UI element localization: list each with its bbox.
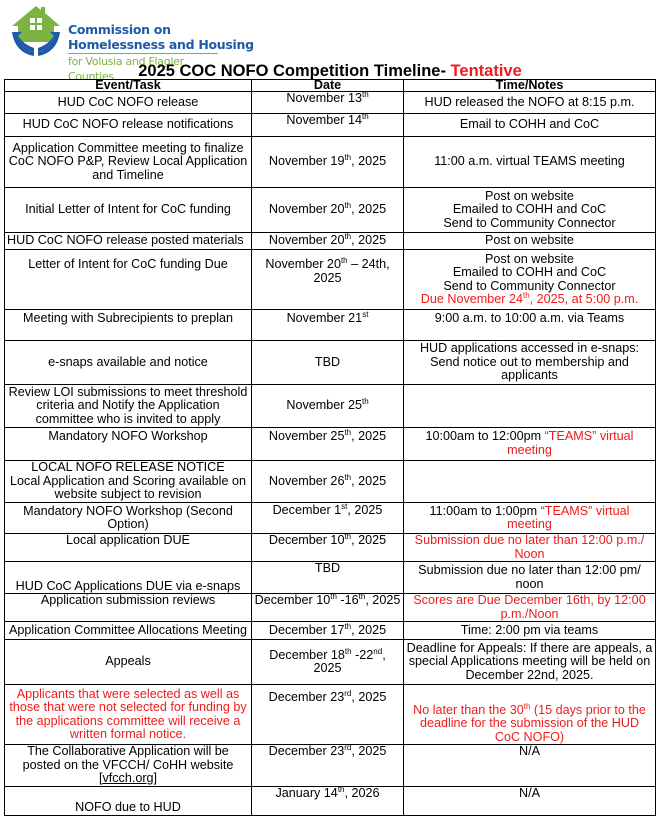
event-cell: NOFO due to HUD bbox=[5, 786, 252, 815]
date-cell: November 26th, 2025 bbox=[252, 461, 404, 503]
event-cell: Application submission reviews bbox=[5, 594, 252, 622]
org-name-line1: Commission on bbox=[68, 22, 171, 37]
event-cell: Application Committee Allocations Meeting bbox=[5, 622, 252, 640]
table-row bbox=[5, 786, 656, 815]
notes-cell: 11:00 a.m. virtual TEAMS meeting bbox=[404, 137, 656, 188]
notes-cell bbox=[404, 461, 656, 503]
house-hands-icon bbox=[8, 2, 64, 62]
title-status: Tentative bbox=[450, 62, 522, 80]
due-deadline-note: Due November 24th, 2025, at 5:00 p.m. bbox=[420, 291, 639, 306]
date-cell: TBD bbox=[252, 341, 404, 385]
table-row bbox=[5, 685, 656, 745]
table-row bbox=[5, 622, 656, 640]
date-cell: December 23rd, 2025 bbox=[252, 745, 404, 787]
title-main: 2025 COC NOFO Competition Timeline- bbox=[138, 62, 451, 80]
date-cell: November 20th – 24th, 2025 bbox=[252, 250, 404, 310]
event-cell: Letter of Intent for CoC funding Due bbox=[5, 250, 252, 310]
table-row bbox=[5, 188, 656, 233]
notes-cell: Time: 2:00 pm via teams bbox=[404, 622, 656, 640]
table-row bbox=[5, 640, 656, 685]
date-cell: December 10th -16th, 2025 bbox=[252, 594, 404, 622]
column-header-notes: Time/Notes bbox=[404, 80, 656, 92]
notes-cell: 11:00am to 1:00pm “TEAMS” virtual meeting bbox=[404, 503, 656, 534]
vfcch-link[interactable]: vfcch.org bbox=[102, 771, 154, 785]
date-cell: December 10th, 2025 bbox=[252, 534, 404, 562]
event-cell: The Collaborative Application will be posted on the VFCCH/ CoHH website [vfcch.org] bbox=[5, 745, 252, 787]
event-cell: Local application DUE bbox=[5, 534, 252, 562]
org-tagline: for Volusia and Flagler Counties bbox=[68, 53, 218, 84]
date-cell: November 20th, 2025 bbox=[252, 233, 404, 250]
table-row bbox=[5, 503, 656, 534]
event-cell: HUD CoC NOFO release bbox=[5, 92, 252, 114]
column-header-date: Date bbox=[252, 80, 404, 92]
notes-cell: Deadline for Appeals: If there are appeals, a special Applications meeting will be held on December 22nd, 2025. bbox=[404, 640, 656, 685]
notes-cell: Post on website Emailed to COHH and CoC Send to Community Connector bbox=[404, 188, 656, 233]
date-cell: December 18th -22nd, 2025 bbox=[252, 640, 404, 685]
event-cell: LOCAL NOFO RELEASE NOTICE Local Application and Scoring available on website subject to revision bbox=[5, 461, 252, 503]
date-cell: November 14th bbox=[252, 114, 404, 137]
table-row bbox=[5, 114, 656, 137]
table-row bbox=[5, 310, 656, 341]
table-row bbox=[5, 233, 656, 250]
table-row bbox=[5, 428, 656, 461]
table-row bbox=[5, 461, 656, 503]
event-cell: Application Committee meeting to finalize CoC NOFO P&P, Review Local Application and Timeline bbox=[5, 137, 252, 188]
notes-cell: Email to COHH and CoC bbox=[404, 114, 656, 137]
table-row bbox=[5, 745, 656, 787]
event-cell: Initial Letter of Intent for CoC funding bbox=[5, 188, 252, 233]
page-title bbox=[0, 63, 660, 80]
column-header-event: Event/Task bbox=[5, 80, 252, 92]
notes-cell: Submission due no later than 12:00 pm/ noon bbox=[404, 562, 656, 594]
table-row bbox=[5, 137, 656, 188]
event-cell: Mandatory NOFO Workshop (Second Option) bbox=[5, 503, 252, 534]
table-row bbox=[5, 92, 656, 114]
table-header-row bbox=[5, 80, 656, 92]
event-cell: HUD CoC Applications DUE via e-snaps bbox=[5, 562, 252, 594]
table-row bbox=[5, 385, 656, 428]
notes-cell: 10:00am to 12:00pm “TEAMS” virtual meeting bbox=[404, 428, 656, 461]
table-row bbox=[5, 562, 656, 594]
event-cell: Mandatory NOFO Workshop bbox=[5, 428, 252, 461]
date-cell: December 17th, 2025 bbox=[252, 622, 404, 640]
notes-cell: 9:00 a.m. to 10:00 a.m. via Teams bbox=[404, 310, 656, 341]
date-cell: December 23rd, 2025 bbox=[252, 685, 404, 745]
notes-cell: No later than the 30th (15 days prior to the deadline for the submission of the HUD CoC NOFO) bbox=[404, 685, 656, 745]
date-cell: November 25th, 2025 bbox=[252, 428, 404, 461]
event-cell: HUD CoC NOFO release posted materials bbox=[5, 233, 252, 250]
table-row bbox=[5, 534, 656, 562]
event-cell: e-snaps available and notice bbox=[5, 341, 252, 385]
timeline-table bbox=[4, 79, 656, 816]
date-cell: January 14th, 2026 bbox=[252, 786, 404, 815]
event-cell: Meeting with Subrecipients to preplan bbox=[5, 310, 252, 341]
event-cell: Review LOI submissions to meet threshold criteria and Notify the Application committee who is invited to apply bbox=[5, 385, 252, 428]
notes-cell: Submission due no later than 12:00 p.m./ Noon bbox=[404, 534, 656, 562]
notes-cell: N/A bbox=[404, 786, 656, 815]
event-cell: Appeals bbox=[5, 640, 252, 685]
notes-cell: Scores are Due December 16th, by 12:00 p.m./Noon bbox=[404, 594, 656, 622]
notes-cell: Post on website Emailed to COHH and CoC Send to Community Connector Due November 24th, 2025, at 5:00 p.m. bbox=[404, 250, 656, 310]
notes-cell: N/A bbox=[404, 745, 656, 787]
date-cell: November 13th bbox=[252, 92, 404, 114]
date-cell: November 19th, 2025 bbox=[252, 137, 404, 188]
date-cell: TBD bbox=[252, 562, 404, 594]
table-row bbox=[5, 341, 656, 385]
date-cell: November 21st bbox=[252, 310, 404, 341]
notes-cell: Post on website bbox=[404, 233, 656, 250]
date-cell: November 25th bbox=[252, 385, 404, 428]
notes-cell bbox=[404, 385, 656, 428]
event-cell: Applicants that were selected as well as those that were not selected for funding by the applications committee will receive a written formal notice. bbox=[5, 685, 252, 745]
org-name-line2: Homelessness and Housing bbox=[68, 37, 254, 52]
table-row bbox=[5, 250, 656, 310]
date-cell: November 20th, 2025 bbox=[252, 188, 404, 233]
event-cell: HUD CoC NOFO release notifications bbox=[5, 114, 252, 137]
notes-cell: HUD released the NOFO at 8:15 p.m. bbox=[404, 92, 656, 114]
table-row bbox=[5, 594, 656, 622]
date-cell: December 1st, 2025 bbox=[252, 503, 404, 534]
notes-cell: HUD applications accessed in e-snaps: Send notice out to membership and applicants bbox=[404, 341, 656, 385]
